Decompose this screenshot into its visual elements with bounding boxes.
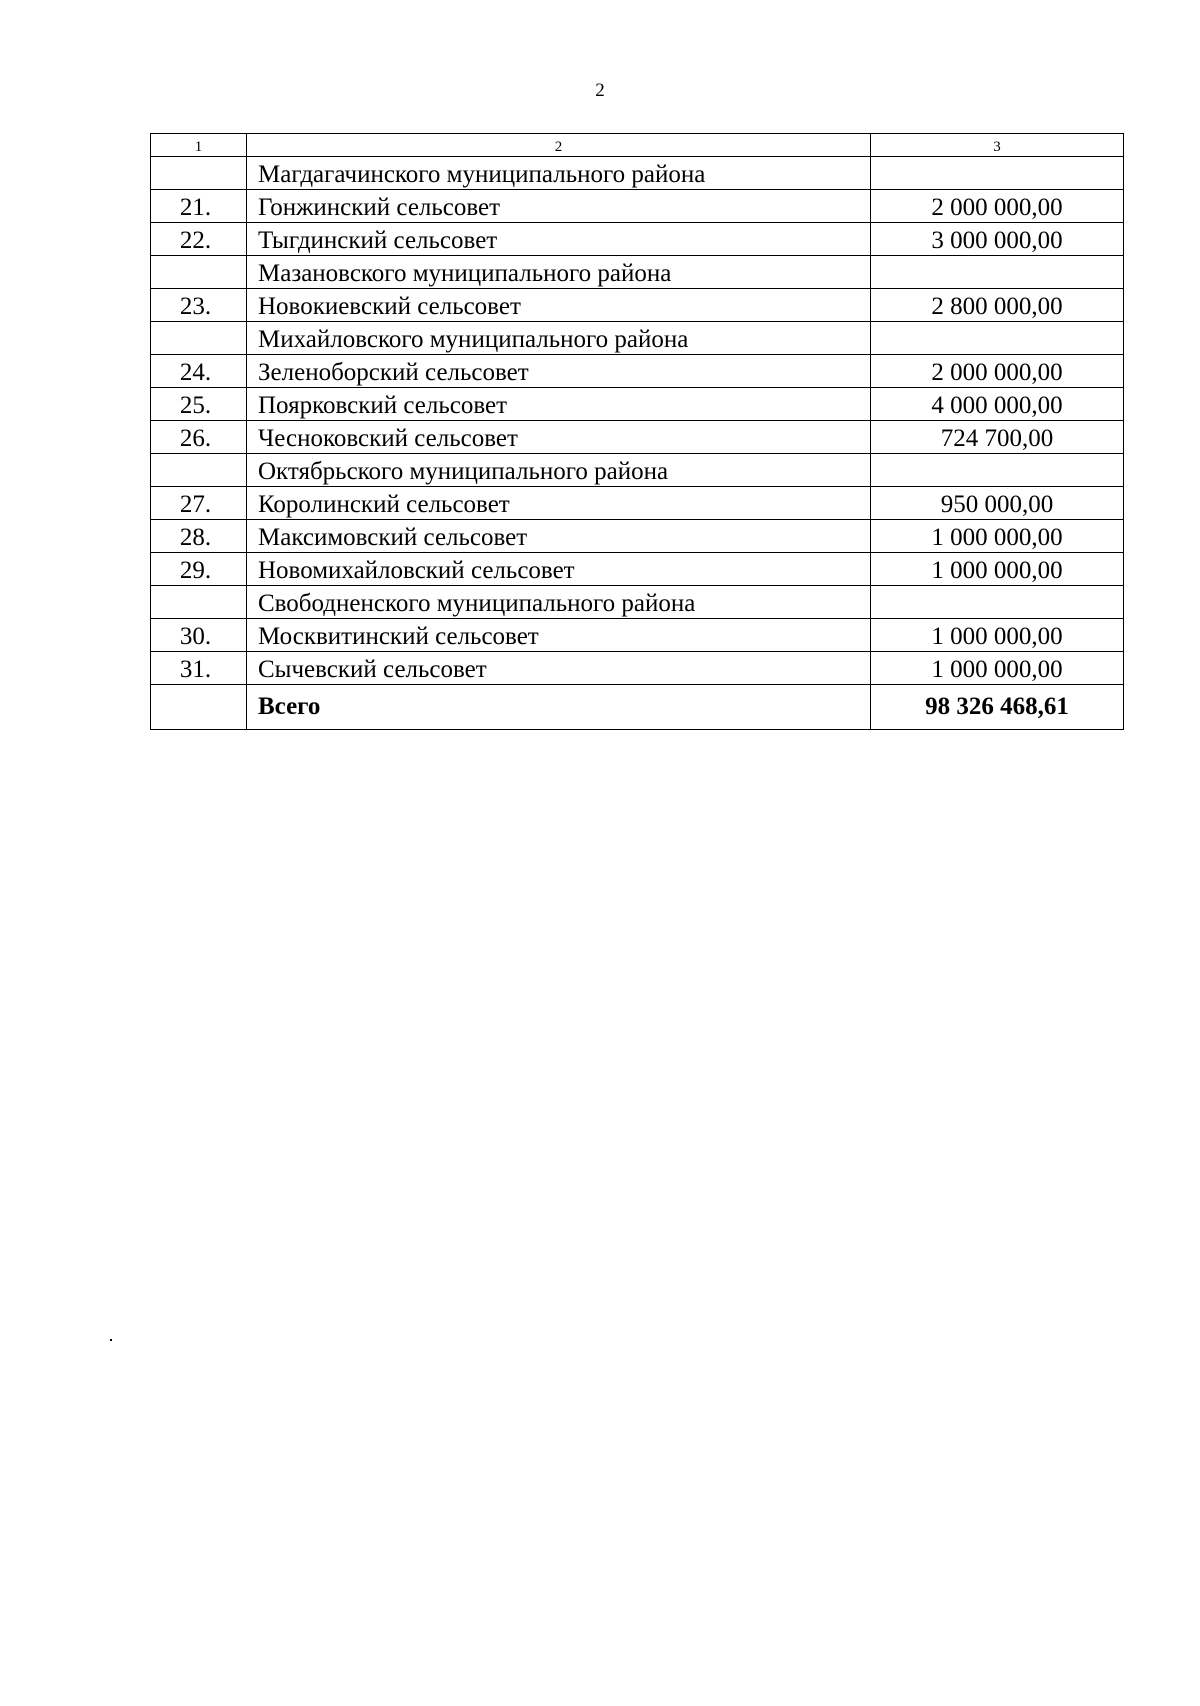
row-amount bbox=[871, 322, 1124, 355]
row-number bbox=[151, 454, 247, 487]
total-number bbox=[151, 685, 247, 730]
row-number: 30. bbox=[151, 619, 247, 652]
district-name: Мазановского муниципального района bbox=[247, 256, 871, 289]
table-header-row bbox=[151, 134, 1124, 157]
table-row-district bbox=[151, 322, 1124, 355]
settlement-name: Тыгдинский сельсовет bbox=[247, 223, 871, 256]
settlement-name: Чесноковский сельсовет bbox=[247, 421, 871, 454]
row-amount: 724 700,00 bbox=[871, 421, 1124, 454]
row-amount: 2 000 000,00 bbox=[871, 190, 1124, 223]
row-amount: 1 000 000,00 bbox=[871, 652, 1124, 685]
row-number: 21. bbox=[151, 190, 247, 223]
table-row-district bbox=[151, 157, 1124, 190]
row-number: 25. bbox=[151, 388, 247, 421]
settlement-name: Королинский сельсовет bbox=[247, 487, 871, 520]
row-number bbox=[151, 322, 247, 355]
table-row bbox=[151, 223, 1124, 256]
settlement-name: Новокиевский сельсовет bbox=[247, 289, 871, 322]
row-number: 28. bbox=[151, 520, 247, 553]
settlement-name: Гонжинский сельсовет bbox=[247, 190, 871, 223]
settlement-name: Поярковский сельсовет bbox=[247, 388, 871, 421]
row-amount: 4 000 000,00 bbox=[871, 388, 1124, 421]
row-amount: 2 800 000,00 bbox=[871, 289, 1124, 322]
row-amount: 3 000 000,00 bbox=[871, 223, 1124, 256]
total-label: Всего bbox=[247, 685, 871, 730]
header-cell-3: 3 bbox=[871, 134, 1124, 157]
row-number: 22. bbox=[151, 223, 247, 256]
row-amount: 2 000 000,00 bbox=[871, 355, 1124, 388]
page-number: 2 bbox=[595, 80, 605, 101]
table-row bbox=[151, 487, 1124, 520]
table-row-district bbox=[151, 454, 1124, 487]
settlement-name: Максимовский сельсовет bbox=[247, 520, 871, 553]
table-row bbox=[151, 619, 1124, 652]
row-number bbox=[151, 157, 247, 190]
row-amount bbox=[871, 586, 1124, 619]
table-row bbox=[151, 652, 1124, 685]
district-name: Михайловского муниципального района bbox=[247, 322, 871, 355]
table-row bbox=[151, 421, 1124, 454]
settlement-name: Зеленоборский сельсовет bbox=[247, 355, 871, 388]
row-amount: 950 000,00 bbox=[871, 487, 1124, 520]
allocation-table bbox=[150, 133, 1124, 730]
row-number: 29. bbox=[151, 553, 247, 586]
row-number: 31. bbox=[151, 652, 247, 685]
table-row-district bbox=[151, 586, 1124, 619]
row-number bbox=[151, 586, 247, 619]
table-total-row bbox=[151, 685, 1124, 730]
table-row-district bbox=[151, 256, 1124, 289]
row-amount: 1 000 000,00 bbox=[871, 619, 1124, 652]
settlement-name: Сычевский сельсовет bbox=[247, 652, 871, 685]
district-name: Магдагачинского муниципального района bbox=[247, 157, 871, 190]
table-row bbox=[151, 520, 1124, 553]
row-amount: 1 000 000,00 bbox=[871, 520, 1124, 553]
district-name: Свободненского муниципального района bbox=[247, 586, 871, 619]
settlement-name: Новомихайловский сельсовет bbox=[247, 553, 871, 586]
table-row bbox=[151, 289, 1124, 322]
row-number: 26. bbox=[151, 421, 247, 454]
table-row bbox=[151, 355, 1124, 388]
row-number bbox=[151, 256, 247, 289]
row-number: 27. bbox=[151, 487, 247, 520]
header-cell-2: 2 bbox=[247, 134, 871, 157]
row-amount: 1 000 000,00 bbox=[871, 553, 1124, 586]
row-amount bbox=[871, 454, 1124, 487]
table-row bbox=[151, 553, 1124, 586]
row-amount bbox=[871, 157, 1124, 190]
total-amount: 98 326 468,61 bbox=[871, 685, 1124, 730]
district-name: Октябрьского муниципального района bbox=[247, 454, 871, 487]
scan-speck bbox=[110, 1339, 112, 1341]
row-amount bbox=[871, 256, 1124, 289]
row-number: 23. bbox=[151, 289, 247, 322]
header-cell-1: 1 bbox=[151, 134, 247, 157]
settlement-name: Москвитинский сельсовет bbox=[247, 619, 871, 652]
table-row bbox=[151, 190, 1124, 223]
row-number: 24. bbox=[151, 355, 247, 388]
table-row bbox=[151, 388, 1124, 421]
